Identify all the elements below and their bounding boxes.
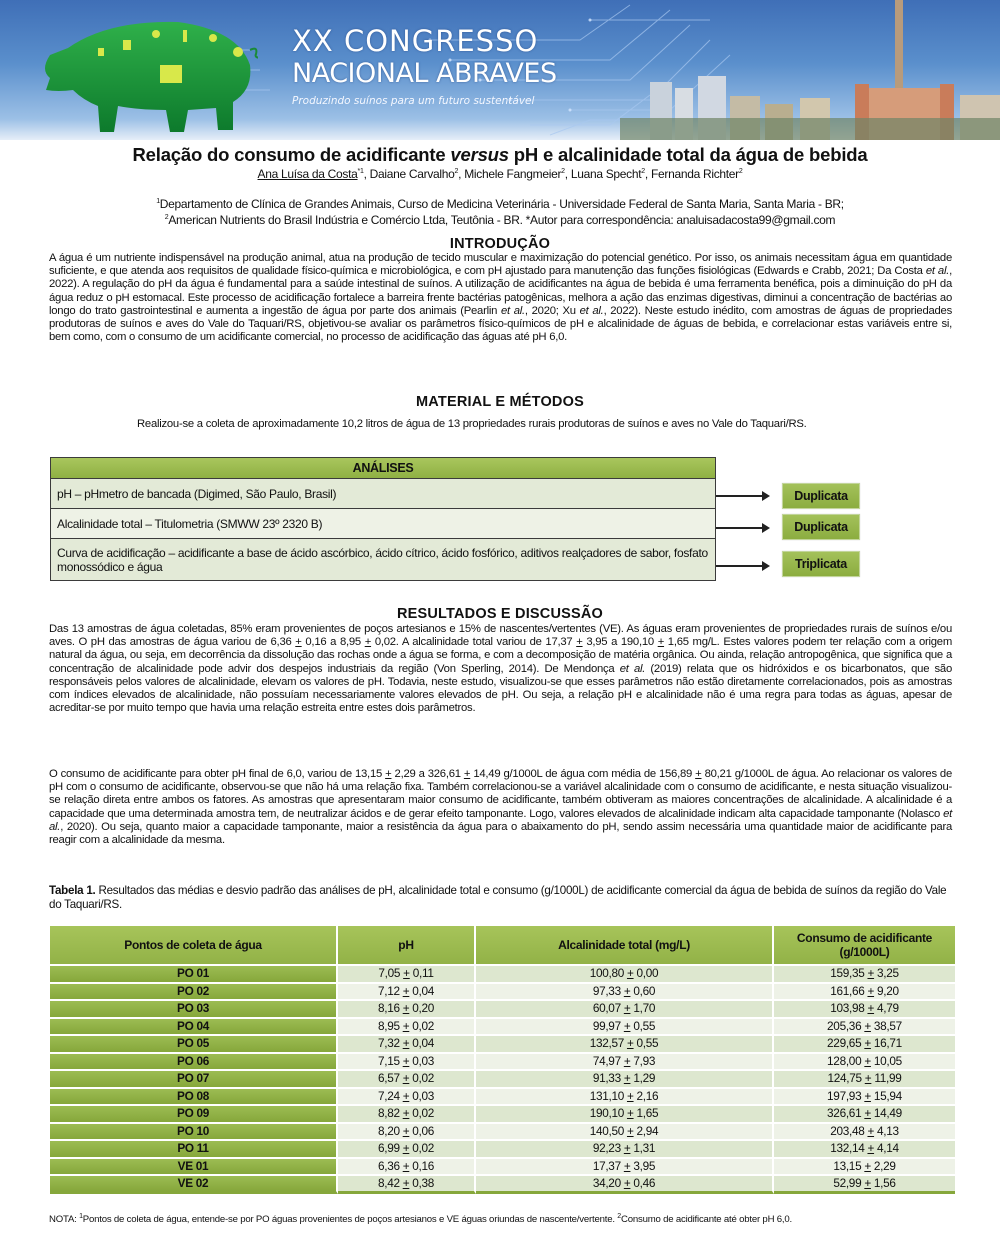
table-row xyxy=(50,966,955,982)
alkalinity-cell xyxy=(476,1089,774,1105)
site-cell xyxy=(50,1159,338,1175)
plus-minus-sign: + xyxy=(864,1071,872,1086)
cell-value: PO 04 xyxy=(177,1018,209,1033)
cell-value: 0,06 xyxy=(412,1123,435,1138)
consumption-cell xyxy=(774,1054,955,1070)
cell-value: 13,15 xyxy=(833,1158,862,1173)
cell-value: 159,35 xyxy=(830,966,865,981)
cell-value: 1,56 xyxy=(873,1176,896,1190)
cell-value: 128,00 xyxy=(827,1053,862,1068)
plus-minus-sign: + xyxy=(626,1123,634,1138)
cell-value: 99,97 xyxy=(592,1018,621,1033)
plus-minus-sign: + xyxy=(626,1036,634,1051)
text-run: , 2022). A regulação do pH da água é fundamental para a saúde intestinal de suínos. A utilização de acidificantes na água de bebida é uma ferramenta benéfica, pois a diminuição do pH da água reduz o pH estomacal. Este processo de acidificação fortalece a barreira frente bactérias patogênicas, melhora a ação das enzimas digestivas, diminui a concentração de bactérias ao longo do trato gastrointestinal e aumenta a ingestão de água por parte dos animais (Pearlin xyxy=(49,265,952,317)
alkalinity-cell xyxy=(476,1124,774,1140)
column-header: Alcalinidade total (mg/L) xyxy=(476,926,774,964)
ph-cell xyxy=(338,1124,476,1140)
alkalinity-cell xyxy=(476,1036,774,1052)
plus-minus-sign: + xyxy=(463,768,471,780)
cell-value: PO 06 xyxy=(177,1053,209,1068)
cell-value: PO 05 xyxy=(177,1036,209,1051)
affiliation-text: Departamento de Clínica de Grandes Animais, Curso de Medicina Veterinária - Universidade Federal de Santa Maria, Santa Maria - BR; xyxy=(159,197,844,211)
cell-value: PO 09 xyxy=(177,1106,209,1121)
congress-title-line2: NACIONAL ABRAVES xyxy=(292,58,557,89)
cell-value: 7,12 xyxy=(377,983,400,998)
analysis-method: Curva de acidificação – acidificante a base de ácido ascórbico, ácido cítrico, ácido fosfórico, aditivos realçadores de sabor, fosfato monossódico e água xyxy=(57,545,708,574)
text-run: (2019) relata que os hidróxidos e os bicarbonatos, que são responsáveis pelos valores de alcalinidade, elevam os valores de pH. Todavia, neste estudo, visualizou-se que esses parâmetros não estão diretamente correlacionados, pois as amostras com índices elevados de alcalinidade, não possuíam necessariamente valores elevados de pH. Ou seja, a relação pH e alcalinidade não é uma regra para todas as águas, apesar de acreditar-se por muito tempo que havia uma relação estreita entre estes dois parâmetros. xyxy=(49,662,952,715)
text-run: , 2020). Ou seja, quanto maior a capacidade tamponante, maior a resistência da água para o abaixamento do pH, sendo assim necessária uma quantidade maior de acidificante para reagir com a alcalinidade da mesma. xyxy=(49,820,952,847)
arrow-right-icon xyxy=(716,527,768,529)
cell-value: 0,04 xyxy=(412,1036,435,1051)
cell-value: PO 11 xyxy=(177,1141,209,1156)
plus-minus-sign: + xyxy=(403,966,410,981)
site-cell xyxy=(50,1019,338,1035)
author-sup: 2 xyxy=(561,168,565,175)
cell-value: 7,15 xyxy=(377,1053,400,1068)
plus-minus-sign: + xyxy=(402,1001,410,1016)
note-text: Consumo de acidificante até obter pH 6,0. xyxy=(620,1214,792,1225)
author-sup: 2 xyxy=(641,168,645,175)
consumption-cell xyxy=(774,1124,955,1140)
plus-minus-sign: + xyxy=(695,768,702,780)
cell-value: 7,32 xyxy=(377,1036,400,1051)
plus-minus-sign: + xyxy=(402,1176,410,1190)
plus-minus-sign: + xyxy=(867,1141,875,1156)
text-run: 3,95 a 190,10 xyxy=(582,636,658,649)
cell-value: 7,05 xyxy=(378,966,401,981)
caption-text: Resultados das médias e desvio padrão das análises de pH, alcalinidade total e consumo (g/1000L) de acidificante comercial da água de bebida de suínos da região do Vale do Taquari/RS. xyxy=(49,884,947,911)
site-cell xyxy=(50,1054,338,1070)
cell-value: 326,61 xyxy=(827,1106,862,1121)
cell-value: 132,57 xyxy=(589,1036,624,1051)
cell-value: 7,93 xyxy=(633,1053,656,1068)
table-row xyxy=(50,1159,955,1175)
site-cell xyxy=(50,1141,338,1157)
plus-minus-sign: + xyxy=(623,1018,631,1033)
heading-resultados: RESULTADOS E DISCUSSÃO xyxy=(396,606,604,622)
plus-minus-sign: + xyxy=(385,768,392,780)
site-cell xyxy=(50,1124,338,1140)
column-header: Consumo de acidificante (g/1000L) xyxy=(774,926,955,964)
text-italic: et al. xyxy=(579,304,604,317)
author-sup: 2 xyxy=(454,168,459,175)
plus-minus-sign: + xyxy=(295,636,302,649)
plus-minus-sign: + xyxy=(402,1141,410,1156)
cell-value: 100,80 xyxy=(589,966,624,981)
cell-value: 0,04 xyxy=(412,983,435,998)
consumption-cell xyxy=(774,966,955,982)
cell-value: PO 07 xyxy=(177,1071,209,1086)
alkalinity-cell xyxy=(476,1071,774,1087)
plus-minus-sign: + xyxy=(864,1088,871,1103)
cell-value: 34,20 xyxy=(592,1176,621,1190)
plus-minus-sign: + xyxy=(402,1018,410,1033)
plus-minus-sign: + xyxy=(402,1036,410,1051)
plus-minus-sign: + xyxy=(402,1088,410,1103)
congress-tagline: Produzindo suínos para um futuro sustentável xyxy=(292,95,535,107)
cell-value: 0,16 xyxy=(412,1158,435,1173)
cell-value: VE 01 xyxy=(177,1158,209,1173)
table-caption xyxy=(49,884,954,912)
author: Luana Specht xyxy=(570,167,642,181)
arrow-right-icon xyxy=(716,495,768,497)
plus-minus-sign: + xyxy=(626,1106,634,1121)
table-row xyxy=(50,1001,955,1017)
cell-value: 1,31 xyxy=(633,1141,656,1156)
consumption-cell xyxy=(774,1159,955,1175)
analysis-method: Alcalinidade total – Titulometria (SMWW 23º 2320 B) xyxy=(57,516,323,531)
cell-value: 140,50 xyxy=(589,1123,624,1138)
plus-minus-sign: + xyxy=(623,1141,631,1156)
cell-value: 8,20 xyxy=(377,1123,400,1138)
column-header: pH xyxy=(338,926,476,964)
plus-minus-sign: + xyxy=(623,983,631,998)
table-row xyxy=(50,984,955,1000)
caption-label: Tabela 1. xyxy=(49,884,96,897)
cell-value: 2,16 xyxy=(636,1088,659,1103)
plus-minus-sign: + xyxy=(402,983,410,998)
cell-value: 124,75 xyxy=(827,1071,862,1086)
cell-value: PO 03 xyxy=(177,1001,209,1016)
replicate-badge: Duplicata xyxy=(782,483,860,509)
cell-value: PO 08 xyxy=(177,1088,209,1103)
cell-value: 103,98 xyxy=(830,1001,865,1016)
plus-minus-sign: + xyxy=(626,1088,634,1103)
alkalinity-cell xyxy=(476,984,774,1000)
plus-minus-sign: + xyxy=(364,636,372,649)
cell-value: 1,29 xyxy=(633,1071,656,1086)
cell-value: 10,05 xyxy=(873,1053,902,1068)
alkalinity-cell xyxy=(476,1176,774,1194)
cell-value: 11,99 xyxy=(874,1071,902,1086)
cell-value: 161,66 xyxy=(830,983,865,998)
consumption-cell xyxy=(774,1071,955,1087)
cell-value: 97,33 xyxy=(592,983,621,998)
alkalinity-cell xyxy=(476,1106,774,1122)
plus-minus-sign: + xyxy=(864,1053,871,1068)
text-run: 1,65 mg/L. Estes valores podem ter relação com a origem natural da água, ou seja, em decorrência da dissolução das rochas onde a água se forma, e com a decomposição de matéria orgânica. Ou ainda, relação antropogênica, que significa que a concentração de alcalinidade pode advir dos despejos industriais da região (Von Sperling, 2014). De Mendonça xyxy=(49,636,952,675)
congress-title-line1: XX CONGRESSO xyxy=(292,24,539,58)
plus-minus-sign: + xyxy=(402,1053,410,1068)
cell-value: 0,02 xyxy=(412,1018,435,1033)
cell-value: 74,97 xyxy=(592,1053,621,1068)
alkalinity-cell xyxy=(476,1054,774,1070)
affiliation-2: $^2$American Nutrients do Brasil Indústria e Comércio Ltda, Teutônia - BR. *Autor para correspondência: analuisadacosta99@gmail.com xyxy=(164,213,836,227)
plus-minus-sign: + xyxy=(864,1176,871,1190)
analyses-header: ANÁLISES xyxy=(51,458,715,479)
plus-minus-sign: + xyxy=(402,1158,410,1173)
cell-value: 205,36 xyxy=(827,1018,862,1033)
resultados-paragraph-2 xyxy=(49,768,952,847)
cell-value: 2,94 xyxy=(636,1123,659,1138)
cell-value: 0,02 xyxy=(412,1141,435,1156)
cell-value: VE 02 xyxy=(177,1176,209,1190)
author-list: Ana Luísa da Costa$^{*1}$, Daiane Carvalho$^2$, Michele Fangmeier$^2$, Luana Specht$^2$, Fernanda Richter$^2$ xyxy=(257,167,743,181)
table-row xyxy=(50,1106,955,1122)
results-table xyxy=(50,924,955,1196)
text-italic: et al. xyxy=(619,662,646,675)
text-run: Das 13 amostras de água coletadas, 85% eram provenientes de poços artesianos e 15% de nascentes/vertentes (VE). As águas eram provenientes de propriedades rurais de suínos e/ou aves. O pH das amostras de água variou de 6,36 xyxy=(49,623,952,649)
consumption-cell xyxy=(774,1001,955,1017)
plus-minus-sign: + xyxy=(576,636,583,649)
ph-cell xyxy=(338,1106,476,1122)
cell-value: 1,70 xyxy=(633,1001,656,1016)
cell-value: 0,03 xyxy=(412,1088,435,1103)
affiliation-text: American Nutrients do Brasil Indústria e Comércio Ltda, Teutônia - BR. *Autor para correspondência: analuisadacosta99@gmail.com xyxy=(168,213,836,227)
site-cell xyxy=(50,1106,338,1122)
ph-cell xyxy=(338,1036,476,1052)
cell-value: 14,49 xyxy=(873,1106,902,1121)
cell-value: 8,42 xyxy=(377,1176,400,1190)
cell-value: 0,00 xyxy=(636,966,659,981)
text-run: 0,02. A alcalinidade total variou de 17,37 xyxy=(371,636,577,649)
cell-value: 4,14 xyxy=(877,1141,899,1156)
replicate-badge: Duplicata xyxy=(782,514,860,540)
plus-minus-sign: + xyxy=(623,1053,631,1068)
consumption-cell xyxy=(774,1106,955,1122)
plus-minus-sign: + xyxy=(867,966,875,981)
paper-title xyxy=(0,144,1000,166)
alkalinity-cell xyxy=(476,1001,774,1017)
heading-introducao: INTRODUÇÃO xyxy=(449,236,551,252)
analyses-box xyxy=(50,457,716,581)
cell-value: 0,02 xyxy=(412,1106,435,1121)
cell-value: 91,33 xyxy=(592,1071,621,1086)
site-cell xyxy=(50,984,338,1000)
text-run: O consumo de acidificante para obter pH final de 6,0, variou de 13,15 xyxy=(49,768,386,780)
consumption-cell xyxy=(774,1036,955,1052)
cell-value: 3,95 xyxy=(633,1158,656,1173)
congress-banner xyxy=(0,0,1000,140)
plus-minus-sign: + xyxy=(864,1018,871,1033)
cell-value: 6,99 xyxy=(377,1141,400,1156)
title-part: pH e alcalinidade total da água de bebida xyxy=(508,144,868,165)
plus-minus-sign: + xyxy=(657,636,665,649)
author-sup: *1 xyxy=(357,168,364,175)
pig-logo-icon xyxy=(28,10,258,135)
author: Michele Fangmeier xyxy=(464,167,562,181)
consumption-cell xyxy=(774,1176,955,1194)
alkalinity-cell xyxy=(476,966,774,982)
site-cell xyxy=(50,1001,338,1017)
analysis-row xyxy=(51,539,715,580)
cell-value: 8,82 xyxy=(377,1106,400,1121)
author: Fernanda Richter xyxy=(650,167,739,181)
cell-value: 4,79 xyxy=(877,1001,899,1016)
consumption-cell xyxy=(774,1141,955,1157)
table-row xyxy=(50,1089,955,1105)
cell-value: 4,13 xyxy=(877,1123,899,1138)
cell-value: 197,93 xyxy=(827,1088,862,1103)
plus-minus-sign: + xyxy=(402,1071,410,1086)
material-paragraph: Realizou-se a coleta de aproximadamente 10,2 litros de água de 13 propriedades rurais produtoras de suínos e aves no Vale do Taquari/RS. xyxy=(137,418,807,430)
text-run: 0,16 a 8,95 xyxy=(301,636,365,649)
text-run: 2,29 a 326,61 xyxy=(391,768,464,780)
text-italic: et al. xyxy=(500,304,525,317)
consumption-cell xyxy=(774,1019,955,1035)
title-italic: versus xyxy=(450,144,509,165)
replicate-badge: Triplicata xyxy=(782,551,860,577)
ph-cell xyxy=(338,1019,476,1035)
cell-value: 60,07 xyxy=(592,1001,621,1016)
consumption-cell xyxy=(774,984,955,1000)
cell-value: PO 02 xyxy=(177,983,209,998)
plus-minus-sign: + xyxy=(867,983,875,998)
plus-minus-sign: + xyxy=(864,1106,871,1121)
table-row xyxy=(50,1141,955,1157)
plus-minus-sign: + xyxy=(867,1123,875,1138)
cell-value: 7,24 xyxy=(377,1088,400,1103)
text-run: 80,21 g/1000L de água. Ao relacionar os valores de pH com o consumo de acidificante, observou-se que não há uma relação fixa. Também correlacionou-se a variável alcalinidade com o consumo de acidificante, e nesta situação visualizou-se relação direta entre ambos os fatores. As amostras que apresentaram maior consumo de acidificante, também obtiveram as maiores concentrações de alcalinidade. A alcalinidade é a capacidade que uma determinada amostra tem, de neutralizar ácidos e de gerar efeito tamponante. Logo, valores elevados de alcalinidade indicam alta capacidade tamponante (Nolasco xyxy=(49,768,953,820)
plus-minus-sign: + xyxy=(623,1158,631,1173)
column-header: Pontos de coleta de água xyxy=(50,926,338,964)
ph-cell xyxy=(338,1001,476,1017)
plus-minus-sign: + xyxy=(623,1001,631,1016)
cell-value: 0,60 xyxy=(633,983,656,998)
cell-value: 0,20 xyxy=(412,1001,435,1016)
cell-value: 17,37 xyxy=(592,1158,621,1173)
ph-cell xyxy=(338,984,476,1000)
arrow-right-icon xyxy=(716,565,768,567)
first-author: Ana Luísa da Costa xyxy=(257,167,358,181)
table-row xyxy=(50,1036,955,1052)
table-header-row xyxy=(50,926,955,964)
cell-value: 6,36 xyxy=(377,1158,400,1173)
plus-minus-sign: + xyxy=(867,1001,875,1016)
affiliations xyxy=(0,196,1000,228)
site-cell xyxy=(50,1036,338,1052)
cell-value: 131,10 xyxy=(589,1088,624,1103)
cell-value: PO 10 xyxy=(177,1123,209,1138)
plus-minus-sign: + xyxy=(623,1071,631,1086)
table-row xyxy=(50,1124,955,1140)
text-run: A água é um nutriente indispensável na produção animal, atua na produção de tecido muscular e maximização do potencial genético. Por isso, os animais necessitam água em quantidade suficiente, e que atenda aos requisitos de qualidade físico-química e microbiológica, e com pH ajustado para manutenção das funções fisiológicas (Edwards e Crabb, 2021; Da Costa xyxy=(49,252,952,278)
introducao-paragraph xyxy=(49,252,952,344)
ph-cell xyxy=(338,1141,476,1157)
cell-value: 0,02 xyxy=(412,1071,435,1086)
plus-minus-sign: + xyxy=(402,1106,410,1121)
cell-value: 0,11 xyxy=(412,966,434,981)
text-run: , 2020; Xu xyxy=(524,304,580,317)
affiliation-1: $^1$Departamento de Clínica de Grandes Animais, Curso de Medicina Veterinária - Universidade Federal de Santa Maria, Santa Maria - BR; xyxy=(156,197,844,211)
ph-cell xyxy=(338,1176,476,1194)
cell-value: 0,46 xyxy=(633,1176,656,1190)
alkalinity-cell xyxy=(476,1141,774,1157)
analysis-method: pH – pHmetro de bancada (Digimed, São Paulo, Brasil) xyxy=(57,486,337,501)
alkalinity-cell xyxy=(476,1019,774,1035)
cell-value: 3,25 xyxy=(877,966,899,981)
title-part: Relação do consumo de acidificante xyxy=(132,144,451,165)
city-skyline-image xyxy=(620,0,1000,140)
cell-value: 92,23 xyxy=(592,1141,621,1156)
site-cell xyxy=(50,1089,338,1105)
plus-minus-sign: + xyxy=(864,1036,871,1051)
cell-value: 132,14 xyxy=(830,1141,865,1156)
cell-value: 1,65 xyxy=(636,1106,659,1121)
ph-cell xyxy=(338,1089,476,1105)
table-row xyxy=(50,1071,955,1087)
alkalinity-cell xyxy=(476,1159,774,1175)
cell-value: 2,29 xyxy=(873,1158,896,1173)
text-run: 14,49 g/1000L de água com média de 156,89 xyxy=(470,768,696,780)
ph-cell xyxy=(338,1071,476,1087)
table-row xyxy=(50,1054,955,1070)
cell-value: 190,10 xyxy=(589,1106,624,1121)
site-cell xyxy=(50,1176,338,1194)
table-row xyxy=(50,1176,955,1194)
cell-value: 229,65 xyxy=(827,1036,862,1051)
text-run: , 2022). Neste estudo inédito, com amostras de águas de propriedades produtoras de suínos e aves do Vale do Taquari/RS, objetivou-se avaliar os parâmetros físico-químicos de pH e alcalinidade de águas de bebida, e correlacionar estas variáveis entre si, bem como, com o consumo de um acidificante comercial, no processo de acidificação das águas até pH 6,0. xyxy=(49,304,952,344)
cell-value: 0,38 xyxy=(412,1176,435,1190)
cell-value: 0,55 xyxy=(633,1018,656,1033)
cell-value: 16,71 xyxy=(873,1036,902,1051)
cell-value: 8,95 xyxy=(377,1018,400,1033)
table-row xyxy=(50,1019,955,1035)
plus-minus-sign: + xyxy=(864,1158,871,1173)
author-sup: 2 xyxy=(738,168,743,175)
note-label: NOTA: xyxy=(49,1214,80,1225)
note-text: Pontos de coleta de água, entende-se por PO águas provenientes de poços artesianos e VE águas oriundas de nascente/vertente. xyxy=(82,1214,618,1225)
cell-value: 15,94 xyxy=(873,1088,902,1103)
cell-value: 9,20 xyxy=(877,983,899,998)
plus-minus-sign: + xyxy=(623,1176,631,1190)
cell-value: 203,48 xyxy=(830,1123,865,1138)
consumption-cell xyxy=(774,1089,955,1105)
analysis-row xyxy=(51,509,715,539)
plus-minus-sign: + xyxy=(402,1123,410,1138)
cell-value: 0,03 xyxy=(412,1053,435,1068)
site-cell xyxy=(50,1071,338,1087)
ph-cell xyxy=(338,1159,476,1175)
heading-material-metodos: MATERIAL E MÉTODOS xyxy=(416,394,584,410)
plus-minus-sign: + xyxy=(626,966,634,981)
text-italic: et al. xyxy=(925,265,950,278)
cell-value: 52,99 xyxy=(833,1176,862,1190)
resultados-paragraph-1 xyxy=(49,623,952,715)
analysis-row xyxy=(51,479,715,509)
cell-value: 8,16 xyxy=(377,1001,400,1016)
cell-value: 0,55 xyxy=(636,1036,659,1051)
ph-cell xyxy=(338,1054,476,1070)
cell-value: 6,57 xyxy=(377,1071,400,1086)
text-italic: et al. xyxy=(49,807,952,833)
cell-value: 38,57 xyxy=(873,1018,902,1033)
site-cell xyxy=(50,966,338,982)
author: Daiane Carvalho xyxy=(369,167,455,181)
table-note: NOTA: $^1$Pontos de coleta de água, entende-se por PO águas provenientes de poços artesianos e VE águas oriundas de nascente/vertente. $^2$Consumo de acidificante até obter pH 6,0. xyxy=(49,1212,792,1225)
cell-value: PO 01 xyxy=(177,966,209,981)
ph-cell xyxy=(338,966,476,982)
